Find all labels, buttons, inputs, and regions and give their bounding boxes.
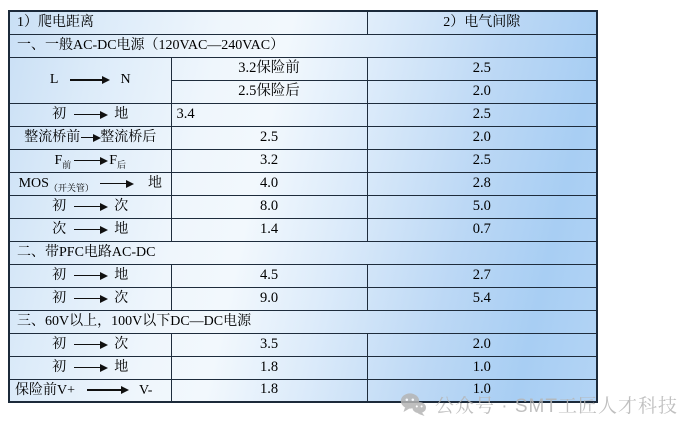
row-label xyxy=(9,218,171,241)
arrow-right-icon xyxy=(81,137,99,139)
table-row xyxy=(9,126,597,149)
clearance-value-cell: 1.0 xyxy=(367,356,597,379)
clearance-value-cell: 5.0 xyxy=(367,195,597,218)
creepage-header-cell: 1）爬电距离 xyxy=(9,11,367,34)
wechat-icon xyxy=(400,392,427,417)
clearance-value-cell: 2.0 xyxy=(367,80,597,103)
section-title: 三、60V以上，100V以下DC—DC电源 xyxy=(9,310,597,333)
row-label-f xyxy=(9,149,171,172)
arrow-right-icon xyxy=(87,389,127,391)
creepage-value-cell: 8.0 xyxy=(171,195,367,218)
table-row xyxy=(9,57,597,80)
creepage-clearance-table xyxy=(8,10,598,403)
row-label-l-n xyxy=(9,57,171,103)
arrow-right-icon xyxy=(70,79,108,81)
row-label xyxy=(9,356,171,379)
creepage-value-cell: 3.2保险前 xyxy=(171,57,367,80)
label-from: 初 xyxy=(52,267,67,283)
creepage-value-cell: 3.5 xyxy=(171,333,367,356)
row-label xyxy=(9,195,171,218)
label-to: V- xyxy=(138,382,153,398)
clearance-value-cell: 2.5 xyxy=(367,57,597,80)
label-to: N xyxy=(120,72,131,88)
creepage-value-cell: 1.8 xyxy=(171,356,367,379)
creepage-value-cell: 9.0 xyxy=(171,287,367,310)
label-to: 地 xyxy=(114,267,129,283)
label-from: MOS xyxy=(18,175,49,191)
row-label xyxy=(9,287,171,310)
arrow-right-icon xyxy=(74,344,106,346)
clearance-value-cell: 5.4 xyxy=(367,287,597,310)
arrow-right-icon xyxy=(74,206,106,208)
label-to: 次 xyxy=(114,336,129,352)
label-from: 初 xyxy=(52,106,67,122)
table-row xyxy=(9,218,597,241)
row-label-fuse xyxy=(9,379,171,402)
creepage-value-cell: 1.4 xyxy=(171,218,367,241)
label-from: 初 xyxy=(52,336,67,352)
label-from: 次 xyxy=(52,221,67,237)
table-row xyxy=(9,172,597,195)
label-to: 地 xyxy=(114,106,129,122)
label-to: F xyxy=(109,152,118,168)
label-from-subscript: （开关管） xyxy=(48,182,94,193)
section-row-acdc xyxy=(9,34,597,57)
arrow-right-icon xyxy=(74,275,106,277)
arrow-right-icon xyxy=(74,298,106,300)
label-to: 次 xyxy=(114,290,129,306)
arrow-right-icon xyxy=(74,160,106,162)
clearance-value-cell: 2.7 xyxy=(367,264,597,287)
table-row xyxy=(9,264,597,287)
label-from: F xyxy=(54,152,63,168)
arrow-right-icon xyxy=(74,229,106,231)
label-from: 初 xyxy=(52,198,67,214)
arrow-right-icon xyxy=(74,367,106,369)
section-title: 一、一般AC-DC电源（120VAC—240VAC） xyxy=(9,34,597,57)
table-row xyxy=(9,103,597,126)
arrow-right-icon xyxy=(100,183,132,185)
label-to: 地 xyxy=(147,175,162,191)
row-label xyxy=(9,264,171,287)
table-row xyxy=(9,333,597,356)
label-to-subscript: 后 xyxy=(117,159,127,170)
label-from-subscript: 前 xyxy=(62,159,72,170)
row-label xyxy=(9,103,171,126)
clearance-value-cell: 1.0 xyxy=(367,379,597,402)
label-to: 次 xyxy=(114,198,129,214)
clearance-value-cell: 2.0 xyxy=(367,126,597,149)
label-to: 整流桥后 xyxy=(100,129,157,145)
creepage-value-cell: 3.2 xyxy=(171,149,367,172)
label-to: 地 xyxy=(114,221,129,237)
creepage-value-cell: 1.8 xyxy=(171,379,367,402)
table-header-row xyxy=(9,11,597,34)
label-to: 地 xyxy=(114,359,129,375)
row-label-mos xyxy=(9,172,171,195)
table-row xyxy=(9,195,597,218)
label-from: 初 xyxy=(52,359,67,375)
creepage-value-cell: 2.5 xyxy=(171,126,367,149)
section-row-dcdc xyxy=(9,310,597,333)
clearance-value-cell: 2.0 xyxy=(367,333,597,356)
label-from: 整流桥前 xyxy=(24,129,81,145)
creepage-value-cell: 3.4 xyxy=(171,103,367,126)
clearance-value-cell: 0.7 xyxy=(367,218,597,241)
row-label xyxy=(9,126,171,149)
watermark-text: 公众号 · SMT工匠人才科技 xyxy=(435,396,678,417)
arrow-right-icon xyxy=(74,114,106,116)
label-from: L xyxy=(49,72,59,88)
row-label xyxy=(9,333,171,356)
creepage-value-cell: 2.5保险后 xyxy=(171,80,367,103)
label-from: 初 xyxy=(52,290,67,306)
creepage-value-cell: 4.5 xyxy=(171,264,367,287)
table-row xyxy=(9,356,597,379)
table-row xyxy=(9,287,597,310)
creepage-value-cell: 4.0 xyxy=(171,172,367,195)
label-from: 保险前V+ xyxy=(15,382,76,398)
section-row-pfc xyxy=(9,241,597,264)
section-title: 二、带PFC电路AC-DC xyxy=(9,241,597,264)
clearance-value-cell: 2.8 xyxy=(367,172,597,195)
watermark xyxy=(400,391,678,418)
clearance-value-cell: 2.5 xyxy=(367,103,597,126)
table-row xyxy=(9,149,597,172)
clearance-value-cell: 2.5 xyxy=(367,149,597,172)
clearance-header-cell: 2）电气间隙 xyxy=(367,11,597,34)
